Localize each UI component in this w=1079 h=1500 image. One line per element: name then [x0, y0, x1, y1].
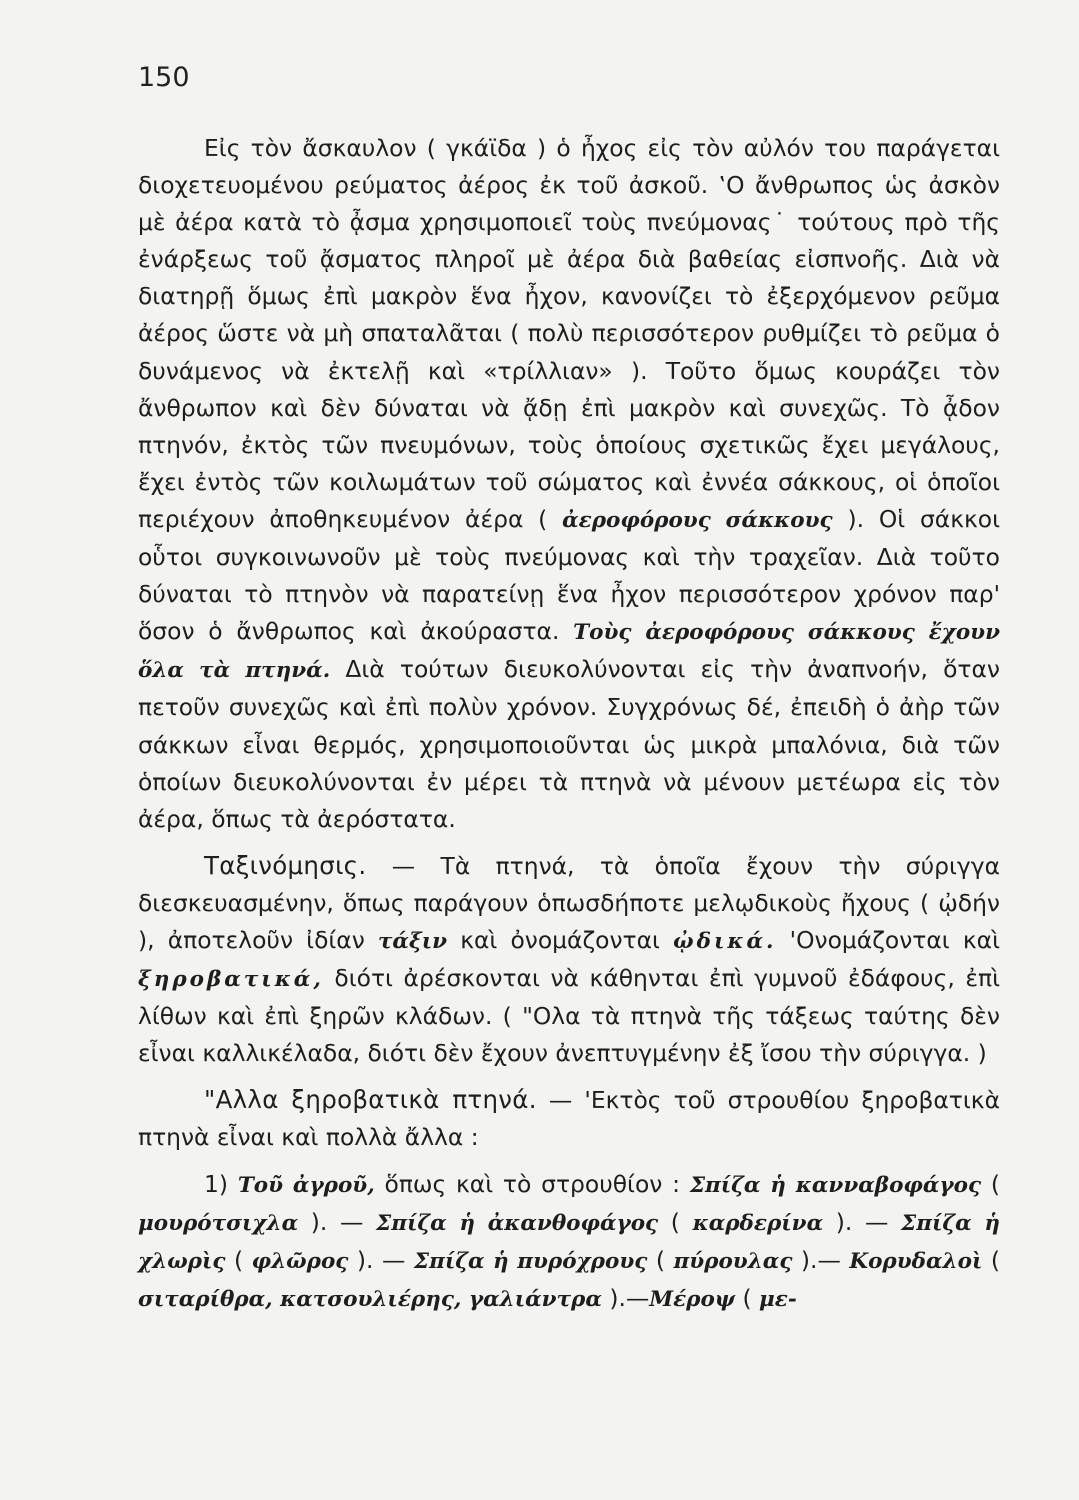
text-run: ). Οἱ σάκκοι οὗτοι συγκοινωνοῦν μὲ τοὺς πνεύμονας καὶ τὴν τραχεῖαν. Διὰ τοῦτο δύναται τὸ πτηνὸν νὰ παρατείνῃ ἕνα ἦχον περισσότερον χρόνον παρ' ὅσον ὁ ἄνθρωπος καὶ ἀκούραστα.	[138, 504, 1001, 646]
emphasis-term: σιταρίθρα, κατσουλιέρης, γαλιάντρα	[138, 1286, 602, 1312]
text-run: 'Ονομάζονται καὶ	[776, 925, 1000, 954]
emphasis-term: Σπίζα ἡ ἀκανθοφάγος	[376, 1210, 659, 1236]
text-run: — 'Εκτὸς τοῦ στρουθίου ξηροβατικὰ πτηνὰ εἶναι καὶ πολλὰ ἄλλα :	[138, 1086, 1000, 1152]
text-run: (	[735, 1283, 760, 1312]
text-run: ). —	[348, 1245, 414, 1274]
paragraph	[138, 130, 1000, 838]
text-run: Εἰς τὸν ἄσκαυλον ( γκάϊδα ) ὁ ἦχος εἰς τὸν αὐλόν του παράγεται διοχετευομένου ρεύματος ἀέρος ἐκ τοῦ ἀσκοῦ. ‛Ο ἄνθρωπος ὡς ἀσκὸν μὲ ἀέρα κατὰ τὸ ᾆσμα χρησιμοποιεῖ τοὺς πνεύμονας˙ τούτους πρὸ τῆς ἐνάρξεως τοῦ ᾄσματος πληροῖ μὲ ἀέρα διὰ βαθείας εἰσπνοῆς. Διὰ νὰ διατηρῇ ὅμως ἐπὶ μακρὸν ἕνα ἦχον, κανονίζει τὸ ἐξερχόμενον ρεῦμα ἀέρος ὥστε νὰ μὴ σπαταλᾶται ( πολὺ περισσότερον ρυθμίζει τὸ ρεῦμα ὁ δυνάμενος νὰ ἐκτελῇ καὶ «τρίλλιαν» ). Τοῦτο ὅμως κουράζει τὸν ἄνθρωπον καὶ δὲν δύναται νὰ ᾄδῃ ἐπὶ μακρὸν καὶ συνεχῶς. Τὸ ᾆδον πτηνόν, ἐκτὸς τῶν πνευμόνων, τοὺς ὁποίους σχετικῶς ἔχει μεγάλους, ἔχει ἐντὸς τῶν κοιλωμάτων τοῦ σώματος καὶ ἐννέα σάκκους, οἱ ὁποῖοι περιέχουν ἀποθηκευμένον ἀέρα (	[138, 134, 1000, 533]
text-run: (	[647, 1245, 674, 1274]
text-run: ).—	[601, 1283, 650, 1312]
paragraph	[138, 1166, 1000, 1318]
emphasis-term: με-	[759, 1286, 797, 1312]
paragraph	[138, 1081, 1000, 1156]
emphasis-term: Τοῦ ἀγροῦ,	[237, 1172, 375, 1198]
text-run: (	[225, 1245, 252, 1274]
text-run: ὅπως καὶ τὸ στρουθίον :	[374, 1169, 690, 1198]
paragraph	[138, 847, 1000, 1073]
text-run: καὶ ὀνομάζονται	[447, 925, 674, 954]
emphasis-term: μουρότσιχλα	[138, 1210, 299, 1236]
body-text	[138, 130, 1000, 1318]
text-run: (	[981, 1169, 1000, 1198]
text-run: ).—	[792, 1245, 850, 1274]
text-run: ). —	[823, 1207, 902, 1236]
emphasis-term: Κορυδαλοὶ	[849, 1248, 983, 1274]
emphasis-term: καρδερίνα	[692, 1210, 824, 1236]
emphasis-term: τάξιν	[377, 928, 448, 954]
emphasis-term: Σπίζα ἡ κανναβοφάγος	[689, 1172, 982, 1198]
text-run: (	[982, 1245, 1000, 1274]
text-run: — Τὰ πτηνά, τὰ ὁποῖα ἔχουν τὴν σύριγγα διεσκευασμένην, ὅπως παράγουν ὁπωσδήποτε μελῳδικοὺς ἤχους ( ᾠδήν ), ἀποτελοῦν ἰδίαν	[138, 851, 1000, 954]
emphasis-term: ἀεροφόρους σάκκους	[562, 507, 833, 533]
spaced-emphasis-term: ξηροβατικά,	[138, 967, 324, 993]
page-number: 150	[138, 62, 190, 93]
emphasis-term: Σπίζα ἡ πυρόχρους	[413, 1248, 648, 1274]
emphasis-term: Σπίζα ἡ χλωρὶς	[138, 1210, 1001, 1274]
text-run: Διὰ τούτων διευκολύνονται εἰς τὴν ἀναπνοήν, ὅταν πετοῦν συνεχῶς καὶ ἐπὶ πολὺν χρόνον. Συγχρόνως δέ, ἐπειδὴ ὁ ἀὴρ τῶν σάκκων εἶναι θερμός, χρησιμοποιοῦνται ὡς μικρὰ μπαλόνια, διὰ τῶν ὁποίων διευκολύνονται ἐν μέρει τὰ πτηνὰ νὰ μένουν μετέωρα εἰς τὸν ἀέρα, ὅπως τὰ ἀερόστατα.	[138, 655, 1000, 833]
text-run: διότι ἀρέσκονται νὰ κάθηνται ἐπὶ γυμνοῦ ἐδάφους, ἐπὶ λίθων καὶ ἐπὶ ξηρῶν κλάδων. ( "Ολα τὰ πτηνὰ τῆς τάξεως ταύτης δὲν εἶναι καλλικέλαδα, διότι δὲν ἔχουν ἀνεπτυγμένην ἐξ ἴσου τὴν σύριγγα. )	[138, 964, 1000, 1068]
section-heading: Ταξινόμησις.	[204, 850, 367, 880]
text-run: 1)	[204, 1169, 238, 1198]
emphasis-term: Τοὺς ἀεροφόρους σάκκους ἔχουν ὅλα τὰ πτηνά.	[138, 620, 1000, 684]
section-heading: "Αλλα ξηροβατικὰ πτηνά.	[204, 1085, 537, 1115]
spaced-emphasis-term: ᾠδικά.	[673, 928, 777, 954]
emphasis-term: Μέροψ	[649, 1286, 736, 1312]
text-run: (	[658, 1207, 693, 1236]
emphasis-term: φλῶρος	[251, 1248, 349, 1274]
text-run: ). —	[298, 1207, 377, 1236]
emphasis-term: πύρουλας	[673, 1248, 793, 1274]
